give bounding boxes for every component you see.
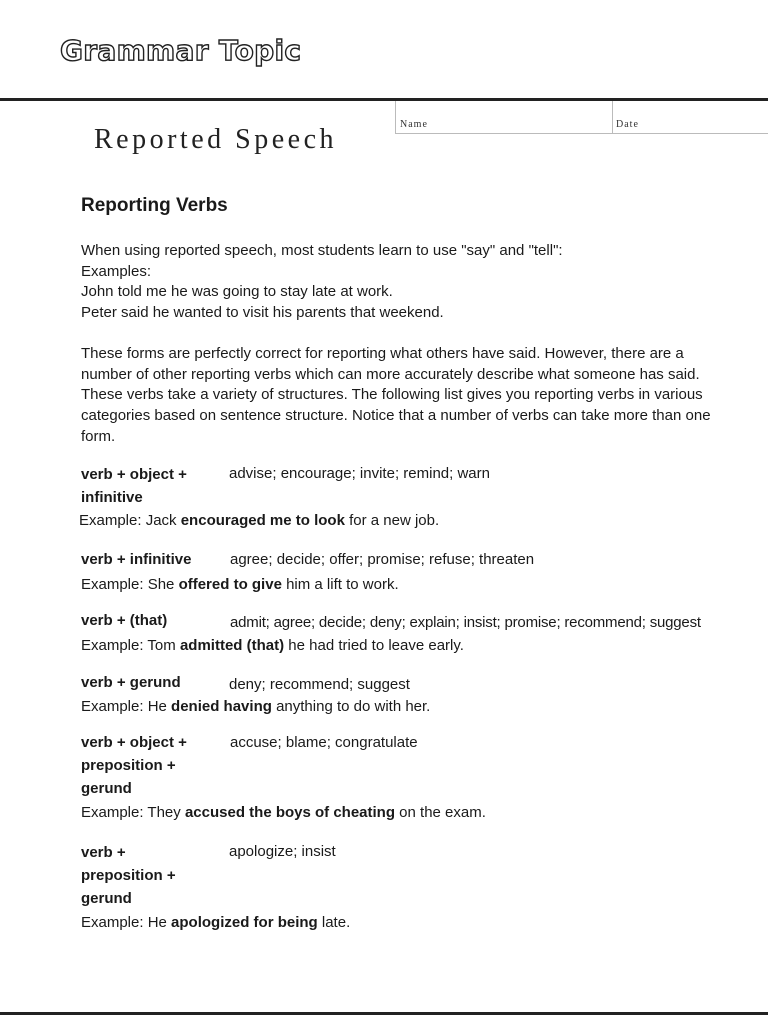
pattern-label-line: gerund bbox=[81, 890, 132, 907]
intro-line: John told me he was going to stay late at work. bbox=[81, 283, 393, 301]
pattern-verbs: deny; recommend; suggest bbox=[229, 676, 410, 693]
intro-line: When using reported speech, most students learn to use "say" and "tell": bbox=[81, 242, 563, 259]
example-emphasis: admitted (that) bbox=[179, 637, 285, 654]
example-emphasis: apologized for being bbox=[171, 914, 318, 931]
example-text: Example: She bbox=[81, 576, 179, 593]
pattern-label bbox=[81, 609, 167, 632]
date-label: Date bbox=[616, 119, 639, 130]
pattern-verbs: accuse; blame; congratulate bbox=[230, 734, 418, 751]
document-title: Reported Speech bbox=[94, 124, 337, 155]
pattern-label bbox=[81, 463, 187, 509]
pattern-example bbox=[81, 636, 464, 656]
pattern-label-line: verb + object + bbox=[81, 466, 187, 483]
header-title: Grammar Topic bbox=[60, 34, 302, 67]
pattern-verbs: agree; decide; offer; promise; refuse; threaten bbox=[230, 551, 535, 568]
pattern-example bbox=[81, 913, 350, 933]
pattern-label-line: verb + bbox=[81, 844, 126, 861]
example-text: he had tried to leave early. bbox=[284, 637, 464, 654]
example-text: Example: They bbox=[81, 804, 185, 821]
example-text: Example: He bbox=[81, 914, 172, 931]
intro-line: Examples: bbox=[81, 262, 152, 280]
pattern-label bbox=[81, 731, 187, 800]
explanation-paragraph: These forms are perfectly correct for reporting what others have said. However, there are a number of other reporting verbs which can more accurately describe what someone has said. These verbs take a variety of structures. The following list gives you reporting verbs in various categories based on sentence structure. Notice that a number of verbs can take more than one form. bbox=[81, 345, 711, 445]
pattern-label bbox=[81, 841, 176, 910]
intro-paragraph bbox=[81, 241, 731, 324]
pattern-example bbox=[79, 511, 439, 531]
intro-line: Peter said he wanted to visit his parents that weekend. bbox=[81, 304, 444, 322]
example-text: Example: He bbox=[81, 698, 172, 715]
name-label: Name bbox=[400, 119, 428, 130]
example-text: late. bbox=[317, 914, 351, 931]
pattern-label-line: gerund bbox=[81, 780, 132, 797]
pattern-label bbox=[81, 548, 191, 571]
example-emphasis: denied having bbox=[171, 698, 272, 715]
pattern-label-line: verb + infinitive bbox=[81, 551, 192, 568]
pattern-example bbox=[81, 697, 430, 717]
example-text: Example: Tom bbox=[81, 637, 180, 654]
footer-rule bbox=[0, 1012, 768, 1015]
pattern-example bbox=[81, 803, 486, 823]
pattern-label-line: infinitive bbox=[81, 489, 143, 506]
pattern-label-line: preposition + bbox=[81, 867, 176, 884]
example-emphasis: offered to give bbox=[178, 576, 282, 593]
pattern-label bbox=[81, 671, 181, 694]
name-date-box bbox=[395, 101, 768, 134]
example-emphasis: accused the boys of cheating bbox=[184, 804, 396, 821]
example-emphasis: encouraged me to look bbox=[180, 512, 345, 529]
pattern-verbs: advise; encourage; invite; remind; warn bbox=[229, 465, 490, 482]
pattern-label-line: verb + object + bbox=[81, 734, 187, 751]
example-text: him a lift to work. bbox=[281, 576, 399, 593]
example-text: for a new job. bbox=[344, 512, 440, 529]
example-text: anything to do with her. bbox=[271, 698, 431, 715]
pattern-example bbox=[81, 575, 399, 595]
pattern-label-line: verb + (that) bbox=[81, 612, 168, 629]
pattern-verbs: apologize; insist bbox=[229, 843, 336, 860]
example-text: Example: Jack bbox=[79, 512, 181, 529]
pattern-label-line: verb + gerund bbox=[81, 674, 181, 691]
pattern-verbs: admit; agree; decide; deny; explain; insist; promise; recommend; suggest bbox=[230, 614, 701, 631]
name-date-divider bbox=[612, 101, 613, 133]
example-text: on the exam. bbox=[395, 804, 486, 821]
section-heading: Reporting Verbs bbox=[81, 195, 228, 216]
pattern-label-line: preposition + bbox=[81, 757, 176, 774]
